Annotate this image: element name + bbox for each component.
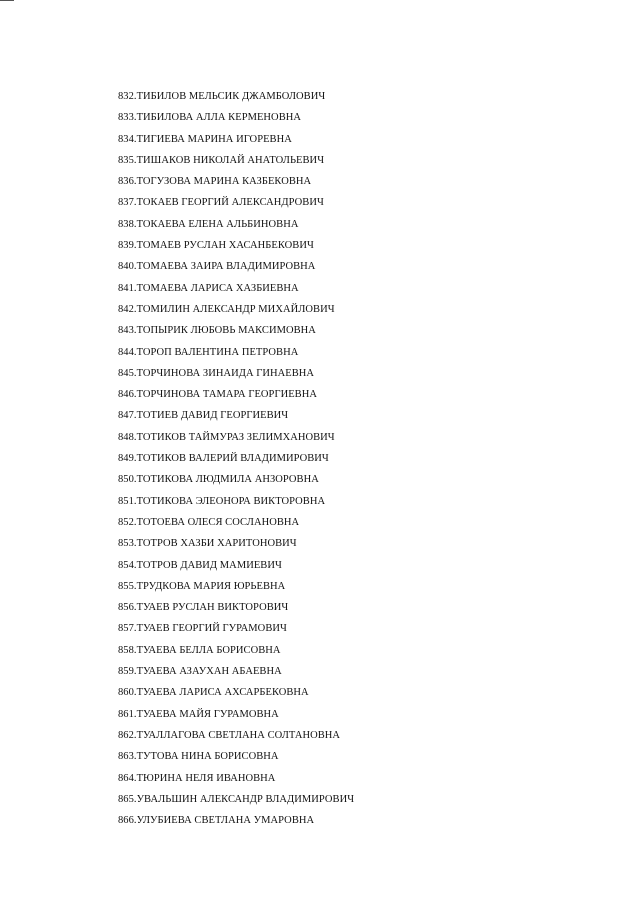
list-item: 840.ТОМАЕВА ЗАИРА ВЛАДИМИРОВНА — [118, 261, 316, 273]
list-item: 855.ТРУДКОВА МАРИЯ ЮРЬЕВНА — [118, 580, 286, 592]
list-item: 848.ТОТИКОВ ТАЙМУРАЗ ЗЕЛИМХАНОВИЧ — [118, 431, 335, 443]
list-item: 862.ТУАЛЛАГОВА СВЕТЛАНА СОЛТАНОВНА — [118, 729, 341, 741]
list-item: 834.ТИГИЕВА МАРИНА ИГОРЕВНА — [118, 133, 292, 145]
list-item: 846.ТОРЧИНОВА ТАМАРА ГЕОРГИЕВНА — [118, 389, 317, 401]
list-item: 859.ТУАЕВА АЗАУХАН АБАЕВНА — [118, 666, 282, 678]
list-item: 838.ТОКАЕВА ЕЛЕНА АЛЬБИНОВНА — [118, 218, 299, 230]
list-item: 861.ТУАЕВА МАЙЯ ГУРАМОВНА — [118, 708, 279, 720]
list-item: 842.ТОМИЛИН АЛЕКСАНДР МИХАЙЛОВИЧ — [118, 303, 335, 315]
list-item: 851.ТОТИКОВА ЭЛЕОНОРА ВИКТОРОВНА — [118, 495, 326, 507]
list-item: 845.ТОРЧИНОВА ЗИНАИДА ГИНАЕВНА — [118, 367, 315, 379]
list-item: 847.ТОТИЕВ ДАВИД ГЕОРГИЕВИЧ — [118, 410, 289, 422]
list-item: 864.ТЮРИНА НЕЛЯ ИВАНОВНА — [118, 772, 276, 784]
scan-corner-mark — [0, 0, 14, 1]
list-item: 858.ТУАЕВА БЕЛЛА БОРИСОВНА — [118, 644, 281, 656]
list-item: 857.ТУАЕВ ГЕОРГИЙ ГУРАМОВИЧ — [118, 623, 287, 635]
list-item: 852.ТОТОЕВА ОЛЕСЯ СОСЛАНОВНА — [118, 516, 300, 528]
list-item: 833.ТИБИЛОВА АЛЛА КЕРМЕНОВНА — [118, 112, 302, 124]
list-item: 865.УВАЛЬШИН АЛЕКСАНДР ВЛАДИМИРОВИЧ — [118, 793, 355, 805]
list-item: 844.ТОРОП ВАЛЕНТИНА ПЕТРОВНА — [118, 346, 299, 358]
list-item: 854.ТОТРОВ ДАВИД МАМИЕВИЧ — [118, 559, 282, 571]
list-item: 841.ТОМАЕВА ЛАРИСА ХАЗБИЕВНА — [118, 282, 299, 294]
list-item: 843.ТОПЫРИК ЛЮБОВЬ МАКСИМОВНА — [118, 325, 316, 337]
list-item: 856.ТУАЕВ РУСЛАН ВИКТОРОВИЧ — [118, 602, 289, 614]
list-item: 853.ТОТРОВ ХАЗБИ ХАРИТОНОВИЧ — [118, 538, 297, 550]
list-item: 866.УЛУБИЕВА СВЕТЛАНА УМАРОВНА — [118, 815, 315, 827]
list-item: 850.ТОТИКОВА ЛЮДМИЛА АНЗОРОВНА — [118, 474, 319, 486]
list-item: 849.ТОТИКОВ ВАЛЕРИЙ ВЛАДИМИРОВИЧ — [118, 453, 329, 465]
list-item: 839.ТОМАЕВ РУСЛАН ХАСАНБЕКОВИЧ — [118, 240, 314, 252]
list-item: 832.ТИБИЛОВ МЕЛЬСИК ДЖАМБОЛОВИЧ — [118, 91, 326, 102]
list-item: 836.ТОГУЗОВА МАРИНА КАЗБЕКОВНА — [118, 176, 312, 188]
list-item: 837.ТОКАЕВ ГЕОРГИЙ АЛЕКСАНДРОВИЧ — [118, 197, 324, 209]
list-item: 860.ТУАЕВА ЛАРИСА АХСАРБЕКОВНА — [118, 687, 309, 699]
list-item: 835.ТИШАКОВ НИКОЛАЙ АНАТОЛЬЕВИЧ — [118, 154, 325, 166]
name-list — [118, 86, 354, 831]
list-item: 863.ТУТОВА НИНА БОРИСОВНА — [118, 751, 279, 763]
